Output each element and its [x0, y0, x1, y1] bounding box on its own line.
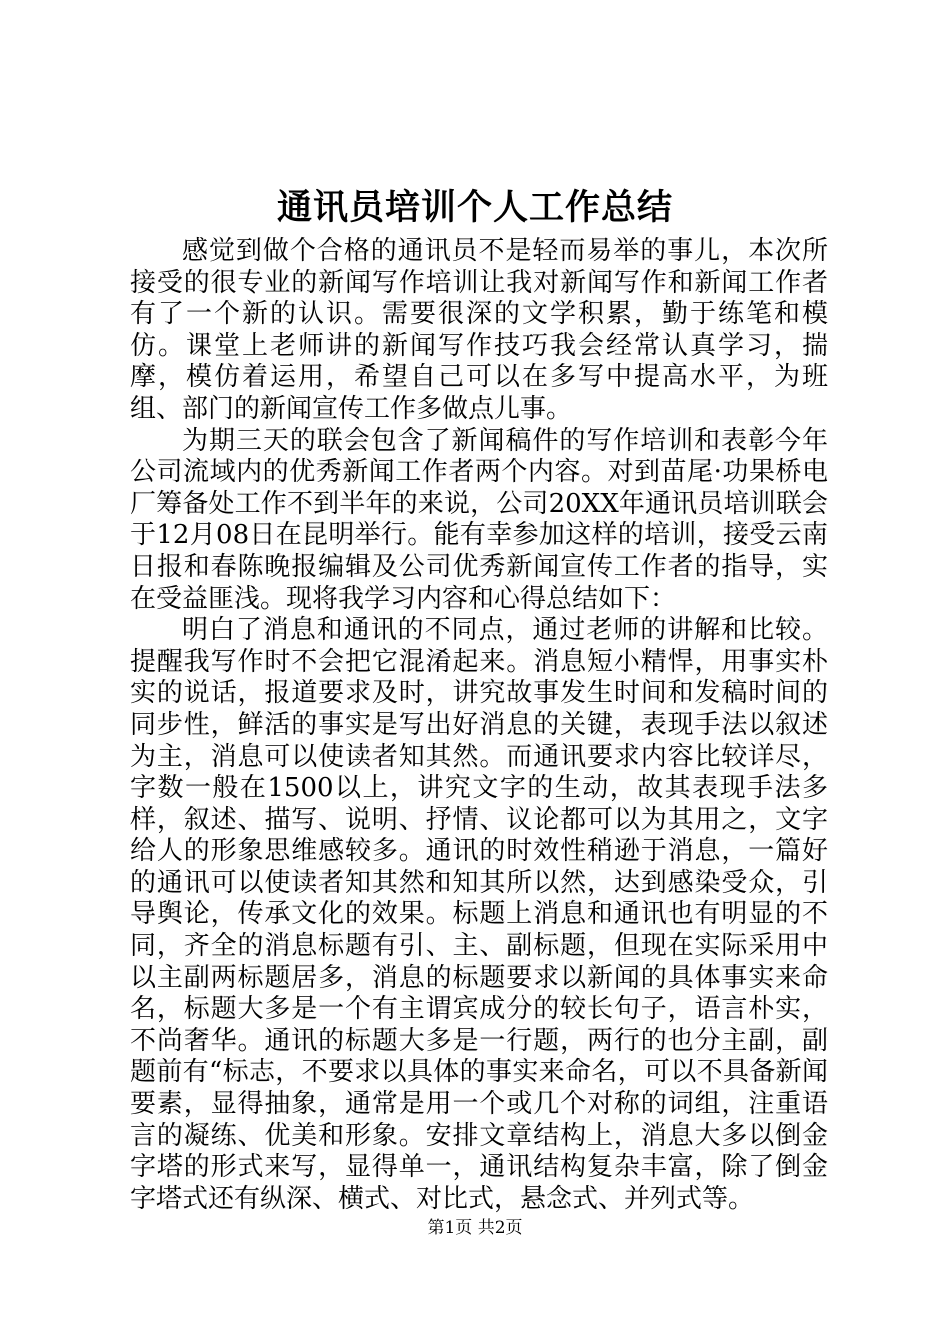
document-body — [130, 236, 828, 1215]
paragraph-1: 感觉到做个合格的通讯员不是轻而易举的事儿，本次所接受的很专业的新闻写作培训让我对新闻写作和新闻工作者有了一个新的认识。需要很深的文学积累，勤于练笔和模仿。课堂上老师讲的新闻写作技巧我会经常认真学习，揣摩，模仿着运用，希望自己可以在多写中提高水平，为班组、部门的新闻宣传工作多做点儿事。 — [130, 236, 828, 424]
document-title: 通讯员培训个人工作总结 — [276, 187, 673, 228]
paragraph-2: 为期三天的联会包含了新闻稿件的写作培训和表彰今年公司流域内的优秀新闻工作者两个内容。对到苗尾·功果桥电厂筹备处工作不到半年的来说，公司20XX年通讯员培训联会于12月08日在昆明举行。能有幸参加这样的培训，接受云南日报和春陈晚报编辑及公司优秀新闻宣传工作者的指导，实在受益匪浅。现将我学习内容和心得总结如下： — [130, 425, 828, 614]
paragraph-3: 明白了消息和通讯的不同点，通过老师的讲解和比较。提醒我写作时不会把它混淆起来。消息短小精悍，用事实朴实的说话，报道要求及时，讲究故事发生时间和发稿时间的同步性，鲜活的事实是写出好消息的关键，表现手法以叙述为主，消息可以使读者知其然。而通讯要求内容比较详尽，字数一般在1500以上，讲究文字的生动，故其表现手法多样，叙述、描写、说明、抒情、议论都可以为其用之，文字给人的形象思维感较多。通讯的时效性稍逊于消息，一篇好的通讯可以使读者知其然和知其所以然，达到感染受众，引导舆论，传承文化的效果。标题上消息和通讯也有明显的不同，齐全的消息标题有引、主、副标题，但现在实际采用中以主副两标题居多，消息的标题要求以新闻的具体事实来命名，标题大多是一个有主谓宾成分的较长句子，语言朴实，不尚奢华。通讯的标题大多是一行题，两行的也分主副，副题前有“标志，不要求以具体的事实来命名，可以不具备新闻要素，显得抽象，通常是用一个或几个对称的词组，注重语言的凝练、优美和形象。安排文章结构上，消息大多以倒金字塔的形式来写，显得单一，通讯结构复杂丰富，除了倒金字塔式还有纵深、横式、对比式，悬念式、并列式等。 — [130, 615, 828, 1214]
page-footer: 第1页 共2页 — [427, 1218, 523, 1238]
